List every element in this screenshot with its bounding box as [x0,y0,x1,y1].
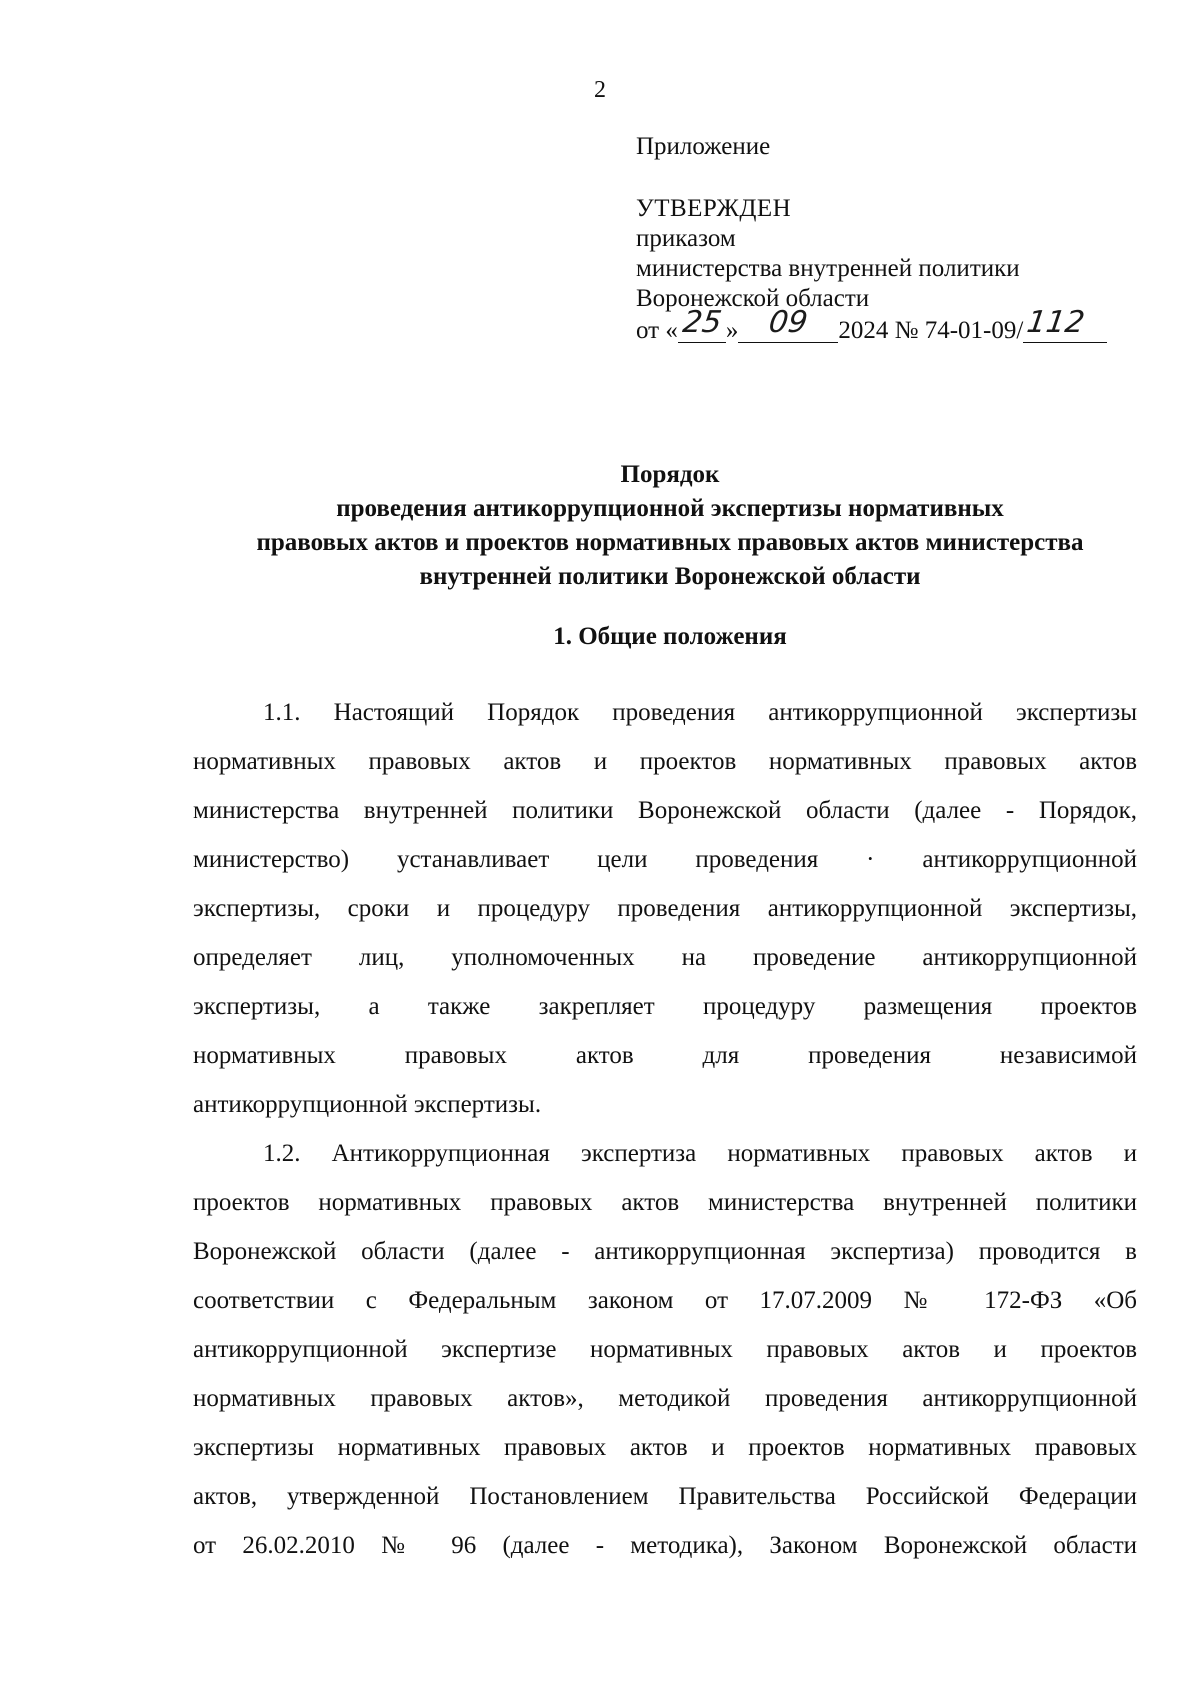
body-line: экспертизы нормативных правовых актов и проектов нормативных правовых [193,1434,1137,1461]
approved-label: УТВЕРЖДЕН [636,195,792,222]
date-year-and-number: 2024 № 74-01-09/ [838,317,1024,344]
appendix-label: Приложение [636,133,771,160]
date-month-handwritten: 09 [766,305,810,340]
body-line: актов, утвержденной Постановлением Правительства Российской Федерации [193,1483,1137,1510]
title-line-4: внутренней политики Воронежской области [419,563,921,590]
body-line: Воронежской области (далее - антикоррупционная экспертиза) проводится в [193,1238,1137,1265]
section-heading: 1. Общие положения [553,623,787,650]
body-line: соответствии с Федеральным законом от 17.07.2009 № 172-ФЗ «Об [193,1287,1137,1314]
order-number-handwritten: 112 [1024,305,1088,340]
date-quote-close: » [725,317,739,344]
title-line-3: правовых актов и проектов нормативных правовых актов министерства [256,529,1084,556]
page-number: 2 [594,77,606,103]
title-line-2: проведения антикоррупционной экспертизы нормативных [336,495,1004,522]
ministry-line-1: министерства внутренней политики [636,255,1020,282]
date-month-field [738,305,838,343]
body-line: от 26.02.2010 № 96 (далее - методика), Законом Воронежской области [193,1532,1137,1559]
body-line: антикоррупционной экспертизе нормативных правовых актов и проектов [193,1336,1137,1363]
approval-block [636,132,1156,348]
body-line: нормативных правовых актов для проведения независимой [193,1042,1137,1069]
body-text [193,688,1137,1570]
by-order-label: приказом [636,225,736,252]
date-day-field [678,305,726,343]
body-line: экспертизы, сроки и процедуру проведения антикоррупционной экспертизы, [193,895,1137,922]
body-line: нормативных правовых актов и проектов нормативных правовых актов [193,748,1137,775]
body-line: нормативных правовых актов», методикой проведения антикоррупционной [193,1385,1137,1412]
body-line: министерство) устанавливает цели проведения · антикоррупционной [193,846,1137,873]
body-line: антикоррупционной экспертизы. [193,1091,542,1118]
body-line: министерства внутренней политики Воронежской области (далее - Порядок, [193,797,1137,824]
date-prefix: от « [636,317,678,344]
order-date-line [636,305,1156,348]
ministry-line-2: Воронежской области [636,285,870,312]
date-day-handwritten: 25 [680,305,724,340]
order-number-field [1023,305,1107,343]
body-line: 1.1. Настоящий Порядок проведения антикоррупционной экспертизы [263,699,1137,726]
body-line: определяет лиц, уполномоченных на проведение антикоррупционной [193,944,1137,971]
title-line-1: Порядок [620,461,720,488]
body-line: экспертизы, а также закрепляет процедуру размещения проектов [193,993,1137,1020]
document-title [190,458,1150,594]
body-line: 1.2. Антикоррупционная экспертиза нормативных правовых актов и [263,1140,1137,1167]
body-line: проектов нормативных правовых актов министерства внутренней политики [193,1189,1137,1216]
